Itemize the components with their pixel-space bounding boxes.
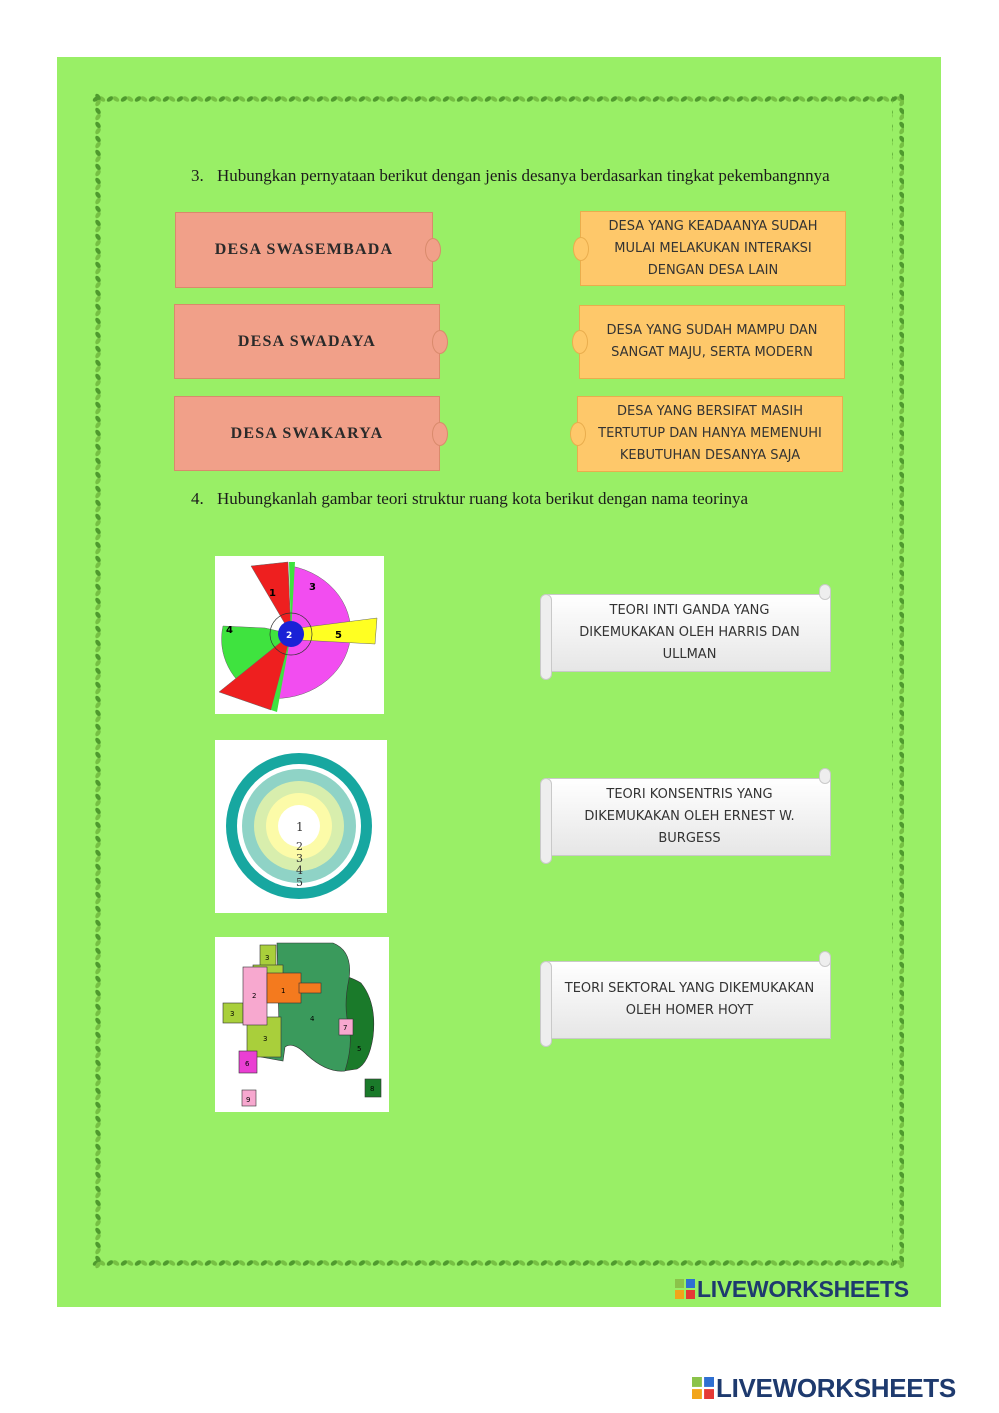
- concentric-model-diagram[interactable]: [215, 740, 387, 913]
- ring-label: 5: [296, 876, 303, 889]
- village-description-text: DESA YANG BERSIFAT MASIH TERTUTUP DAN HANYA MEMENUHI KEBUTUHAN DESANYA SAJA: [598, 404, 822, 463]
- sector-model-diagram[interactable]: [215, 556, 384, 714]
- liveworksheets-logo-icon: [675, 1279, 695, 1299]
- sector-label: 5: [335, 630, 342, 641]
- question-4-text: Hubungkanlah gambar teori struktur ruang kota berikut dengan nama teorinya: [217, 489, 749, 508]
- sector-label: 2: [286, 631, 293, 641]
- ring-label: 1: [296, 820, 304, 834]
- theory-sector-scroll[interactable]: [540, 951, 831, 1047]
- brand-name: LIVEWORKSHEETS: [697, 1276, 909, 1302]
- theory-concentric-scroll[interactable]: [540, 768, 831, 864]
- zone-label: 3: [263, 1035, 268, 1043]
- theory-card: [548, 778, 831, 856]
- theory-card: [548, 961, 831, 1039]
- question-3-number: 3.: [191, 166, 204, 185]
- village-type-swadaya[interactable]: [174, 304, 440, 379]
- zone-label: 7: [343, 1024, 348, 1032]
- sector-label: 3: [309, 582, 316, 593]
- village-description-text: DESA YANG SUDAH MAMPU DAN SANGAT MAJU, SERTA MODERN: [606, 323, 818, 360]
- ring-label: 4: [296, 864, 303, 877]
- village-description-2[interactable]: [579, 305, 845, 379]
- scroll-roll: [540, 778, 552, 864]
- question-3-text: Hubungkan pernyataan berikut dengan jenis desanya berdasarkan tingkat pekembangnnya: [217, 166, 830, 185]
- multiple-nuclei-diagram[interactable]: [215, 937, 389, 1112]
- zone-label: 8: [370, 1085, 375, 1093]
- question-4-number: 4.: [191, 489, 204, 508]
- theory-card: [548, 594, 831, 672]
- village-description-3[interactable]: [577, 396, 843, 472]
- scroll-roll: [819, 951, 831, 967]
- theory-multiple-nuclei-scroll[interactable]: [540, 584, 831, 680]
- zone-label: 1: [281, 987, 286, 995]
- zone-label: 3: [265, 954, 270, 962]
- sector-label: 4: [226, 625, 233, 636]
- village-type-label: DESA SWADAYA: [237, 332, 377, 350]
- village-type-label: DESA SWAKARYA: [230, 424, 384, 442]
- ring-label: 3: [296, 852, 303, 865]
- village-type-swasembada[interactable]: [175, 212, 433, 288]
- concentric-model-svg: [215, 740, 387, 913]
- theory-text: TEORI INTI GANDA YANG DIKEMUKAKAN OLEH HARRIS DAN ULLMAN: [579, 603, 800, 662]
- scroll-roll: [540, 594, 552, 680]
- village-description-text: DESA YANG KEADAANYA SUDAH MULAI MELAKUKAN INTERAKSI DENGAN DESA LAIN: [608, 218, 818, 278]
- question-4: [191, 487, 833, 535]
- village-type-label: DESA SWASEMBADA: [214, 241, 394, 258]
- connector-dot[interactable]: [573, 237, 589, 261]
- multiple-nuclei-svg: [215, 937, 389, 1112]
- village-type-swakarya[interactable]: [174, 396, 440, 471]
- connector-dot[interactable]: [570, 422, 586, 446]
- liveworksheets-logo-icon: [692, 1377, 714, 1399]
- connector-dot[interactable]: [432, 330, 448, 354]
- zone-label: 6: [245, 1060, 250, 1068]
- scroll-roll: [819, 768, 831, 784]
- brand-name-footer: LIVEWORKSHEETS: [716, 1373, 956, 1403]
- question-3: [191, 164, 833, 212]
- sector-label: 1: [269, 588, 276, 599]
- connector-dot[interactable]: [425, 238, 441, 262]
- zone-label: 4: [310, 1015, 315, 1023]
- scroll-roll: [540, 961, 552, 1047]
- zone-label: 2: [252, 992, 257, 1000]
- zone-label: 3: [230, 1010, 235, 1018]
- connector-dot[interactable]: [572, 330, 588, 354]
- village-description-1[interactable]: [580, 211, 846, 286]
- theory-text: TEORI KONSENTRIS YANG DIKEMUKAKAN OLEH ERNEST W. BURGESS: [584, 787, 795, 846]
- sector-model-svg: [215, 556, 384, 714]
- theory-text: TEORI SEKTORAL YANG DIKEMUKAKAN OLEH HOMER HOYT: [564, 981, 815, 1018]
- ring-label: 2: [296, 840, 303, 853]
- zone-label: 5: [357, 1045, 362, 1053]
- scroll-roll: [819, 584, 831, 600]
- connector-dot[interactable]: [432, 422, 448, 446]
- zone-label: 9: [246, 1096, 251, 1104]
